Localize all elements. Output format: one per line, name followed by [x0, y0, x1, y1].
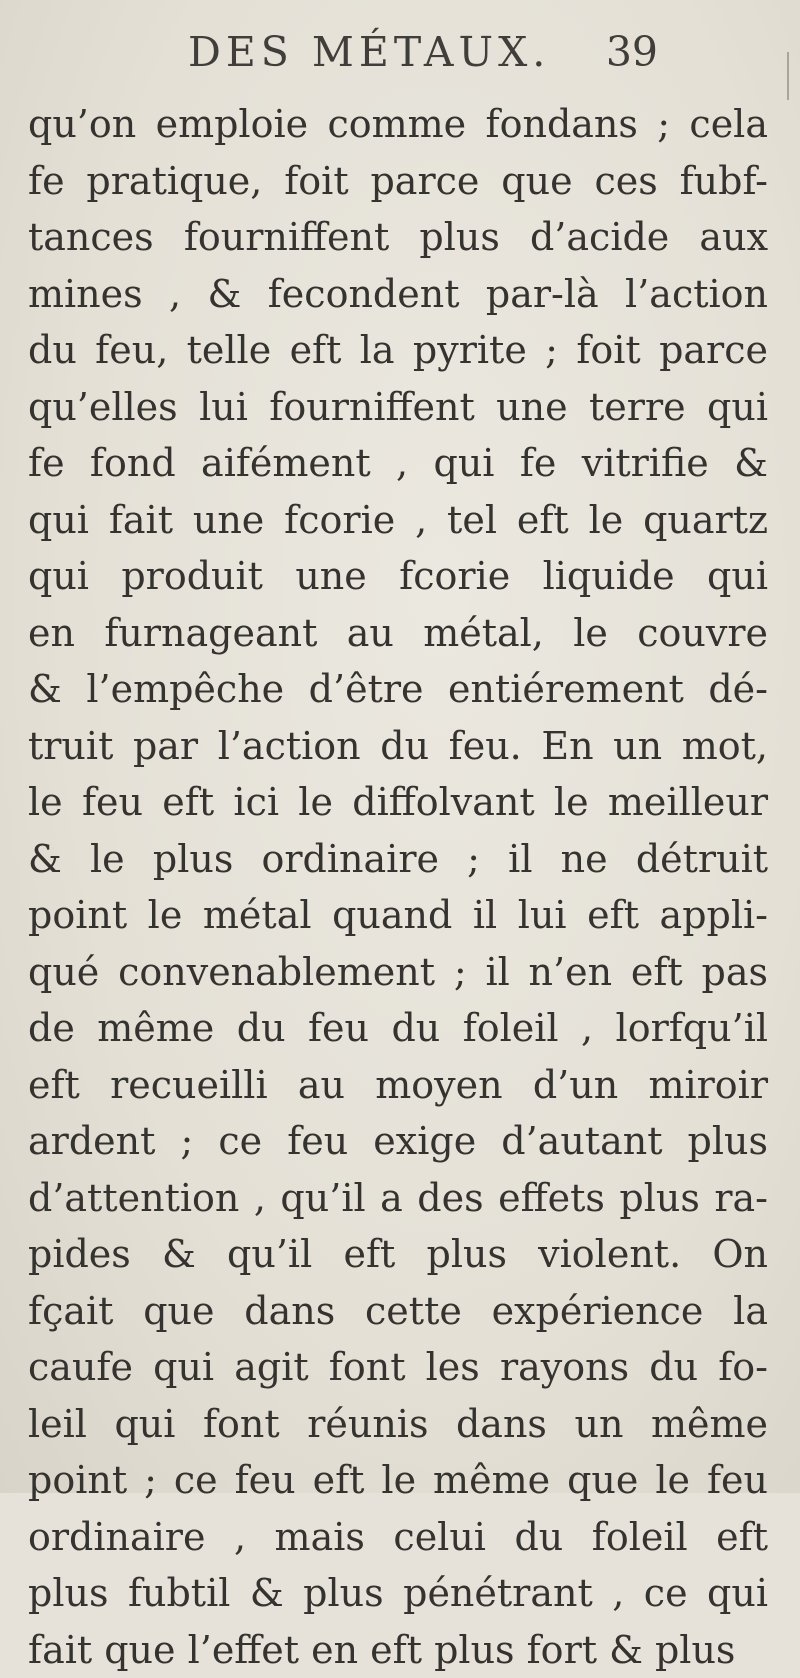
text-line: qu’on emploie comme fondans ; cela — [28, 96, 768, 153]
text-line: ordinaire , mais celui du foleil eft — [28, 1509, 768, 1566]
text-line: le feu eft ici le diffolvant le meilleur — [28, 774, 768, 831]
text-line: d’attention , qu’il a des effets plus ra- — [28, 1170, 768, 1227]
text-line: mines , & fecondent par-là l’action — [28, 266, 768, 323]
body-text — [28, 96, 768, 1678]
text-line: & le plus ordinaire ; il ne détruit — [28, 831, 768, 888]
text-line: ardent ; ce feu exige d’autant plus — [28, 1113, 768, 1170]
text-line: eft recueilli au moyen d’un miroir — [28, 1057, 768, 1114]
text-line: de même du feu du foleil , lorfqu’il — [28, 1000, 768, 1057]
running-head — [188, 28, 658, 84]
text-line: fe fond aifément , qui fe vitrifie & — [28, 435, 768, 492]
text-line: qué convenablement ; il n’en eft pas — [28, 944, 768, 1001]
text-line: qui produit une fcorie liquide qui — [28, 548, 768, 605]
text-line: point le métal quand il lui eft appli- — [28, 887, 768, 944]
text-line: en furnageant au métal, le couvre — [28, 605, 768, 662]
running-title: DES MÉTAUX. — [188, 28, 550, 76]
text-line: plus fubtil & plus pénétrant , ce qui — [28, 1565, 768, 1622]
margin-mark-top-right — [787, 52, 789, 100]
text-line: fçait que dans cette expérience la — [28, 1283, 768, 1340]
page-number: 39 — [606, 28, 658, 76]
text-line: qui fait une fcorie , tel eft le quartz — [28, 492, 768, 549]
text-line: pides & qu’il eft plus violent. On — [28, 1226, 768, 1283]
text-line: tances fourniffent plus d’acide aux — [28, 209, 768, 266]
text-line: truit par l’action du feu. En un mot, — [28, 718, 768, 775]
text-line: fe pratique, foit parce que ces fubf- — [28, 153, 768, 210]
text-line: & l’empêche d’être entiérement dé- — [28, 661, 768, 718]
text-line: du feu, telle eft la pyrite ; foit parce — [28, 322, 768, 379]
text-line: caufe qui agit font les rayons du fo- — [28, 1339, 768, 1396]
text-line: point ; ce feu eft le même que le feu — [28, 1452, 768, 1509]
text-line: fait que l’effet en eft plus fort & plus — [28, 1622, 768, 1678]
text-line: leil qui font réunis dans un même — [28, 1396, 768, 1453]
text-line: qu’elles lui fourniffent une terre qui — [28, 379, 768, 436]
